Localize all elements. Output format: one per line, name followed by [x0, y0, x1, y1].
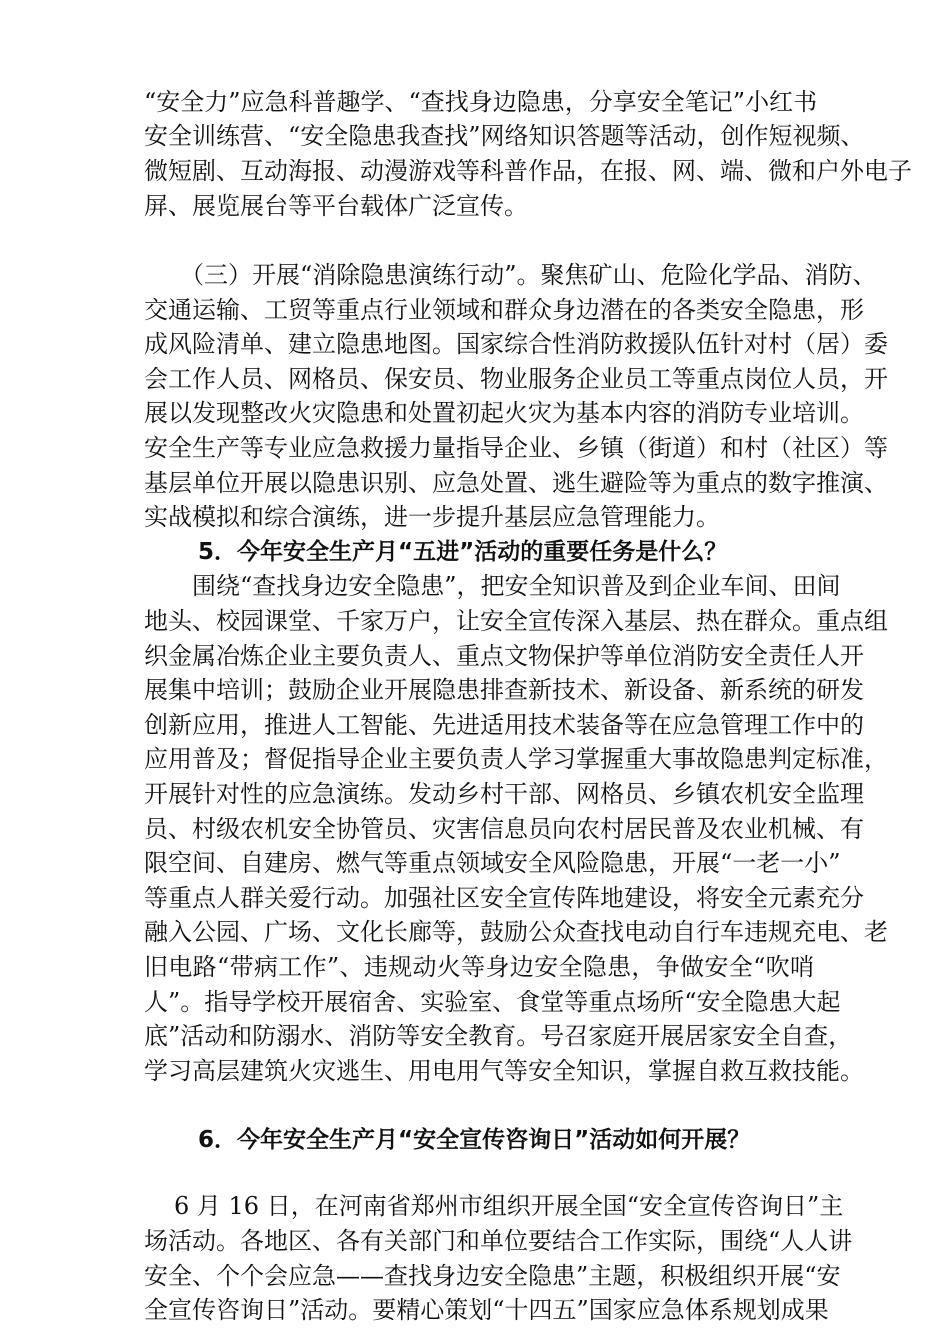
text-line: “安全力”应急科普趣学、“查找身边隐患，分享安全笔记”小红书	[144, 88, 818, 116]
text-line: 围绕“查找身边安全隐患”，把安全知识普及到企业车间、田间	[192, 572, 841, 600]
text-line: 限空间、自建房、燃气等重点领域安全风险隐患，开展“一老一小”	[144, 849, 841, 877]
text-line: 展以发现整改火灾隐患和处置初起火灾为基本内容的消防专业培训。	[144, 399, 864, 427]
text-line: 织金属冶炼企业主要负责人、重点文物保护等单位消防安全责任人开	[144, 642, 864, 670]
section-heading: 6．今年安全生产月“安全宣传咨询日”活动如何开展？	[198, 1127, 751, 1153]
text-line: 基层单位开展以隐患识别、应急处置、逃生避险等为重点的数字推演、	[144, 469, 888, 497]
text-line: 融入公园、广场、文化长廊等，鼓励公众查找电动自行车违规充电、老	[144, 918, 888, 946]
text-line: 屏、展览展台等平台载体广泛宣传。	[144, 192, 528, 220]
text-line: 微短剧、互动海报、动漫游戏等科普作品，在报、网、端、微和户外电子	[144, 157, 912, 185]
text-line: 全宣传咨询日”活动。要精心策划“十四五”国家应急体系规划成果	[144, 1296, 829, 1324]
text-line: 学习高层建筑火灾逃生、用电用气等安全知识，掌握自救互救技能。	[144, 1057, 864, 1085]
text-line: 成风险清单、建立隐患地图。国家综合性消防救援队伍针对村（居）委	[144, 330, 888, 358]
text-line: 应用普及；督促指导企业主要负责人学习掌握重大事故隐患判定标准，	[144, 745, 888, 773]
text-line: 人”。指导学校开展宿舍、实验室、食堂等重点场所“安全隐患大起	[144, 988, 841, 1016]
text-line: 6 月 16 日，在河南省郑州市组织开展全国“安全宣传咨询日”主	[174, 1192, 844, 1220]
text-line: 安全训练营、“安全隐患我查找”网络知识答题等活动，创作短视频、	[144, 122, 865, 150]
text-line: 旧电路“带病工作”、违规动火等身边安全隐患，争做安全“吹哨	[144, 953, 814, 981]
text-line: 地头、校园课堂、千家万户，让安全宣传深入基层、热在群众。重点组	[144, 607, 888, 635]
text-line: 等重点人群关爱行动。加强社区安全宣传阵地建设，将安全元素充分	[144, 884, 864, 912]
text-line: 展集中培训；鼓励企业开展隐患排查新技术、新设备、新系统的研发	[144, 676, 864, 704]
text-line: 创新应用，推进人工智能、先进适用技术装备等在应急管理工作中的	[144, 711, 864, 739]
text-line: 场活动。各地区、各有关部门和单位要结合工作实际，围绕“人人讲	[144, 1227, 853, 1255]
text-line: 会工作人员、网格员、保安员、物业服务企业员工等重点岗位人员，开	[144, 365, 888, 393]
text-line: 实战模拟和综合演练，进一步提升基层应急管理能力。	[144, 503, 720, 531]
text-line: 安全、个个会应急——查找身边安全隐患”主题，积极组织开展“安	[144, 1262, 841, 1290]
text-line: 底”活动和防溺水、消防等安全教育。号召家庭开展居家安全自查，	[144, 1022, 853, 1050]
text-line: 交通运输、工贸等重点行业领域和群众身边潜在的各类安全隐患，形	[144, 296, 864, 324]
text-line: 安全生产等专业应急救援力量指导企业、乡镇（街道）和村（社区）等	[144, 434, 888, 462]
text-line: （三）开展“消除隐患演练行动”。聚焦矿山、危险化学品、消防、	[180, 261, 877, 289]
text-line: 开展针对性的应急演练。发动乡村干部、网格员、乡镇农机安全监理	[144, 780, 864, 808]
section-heading: 5．今年安全生产月“五进”活动的重要任务是什么？	[198, 539, 728, 565]
text-line: 员、村级农机安全协管员、灾害信息员向农村居民普及农业机械、有	[144, 815, 864, 843]
